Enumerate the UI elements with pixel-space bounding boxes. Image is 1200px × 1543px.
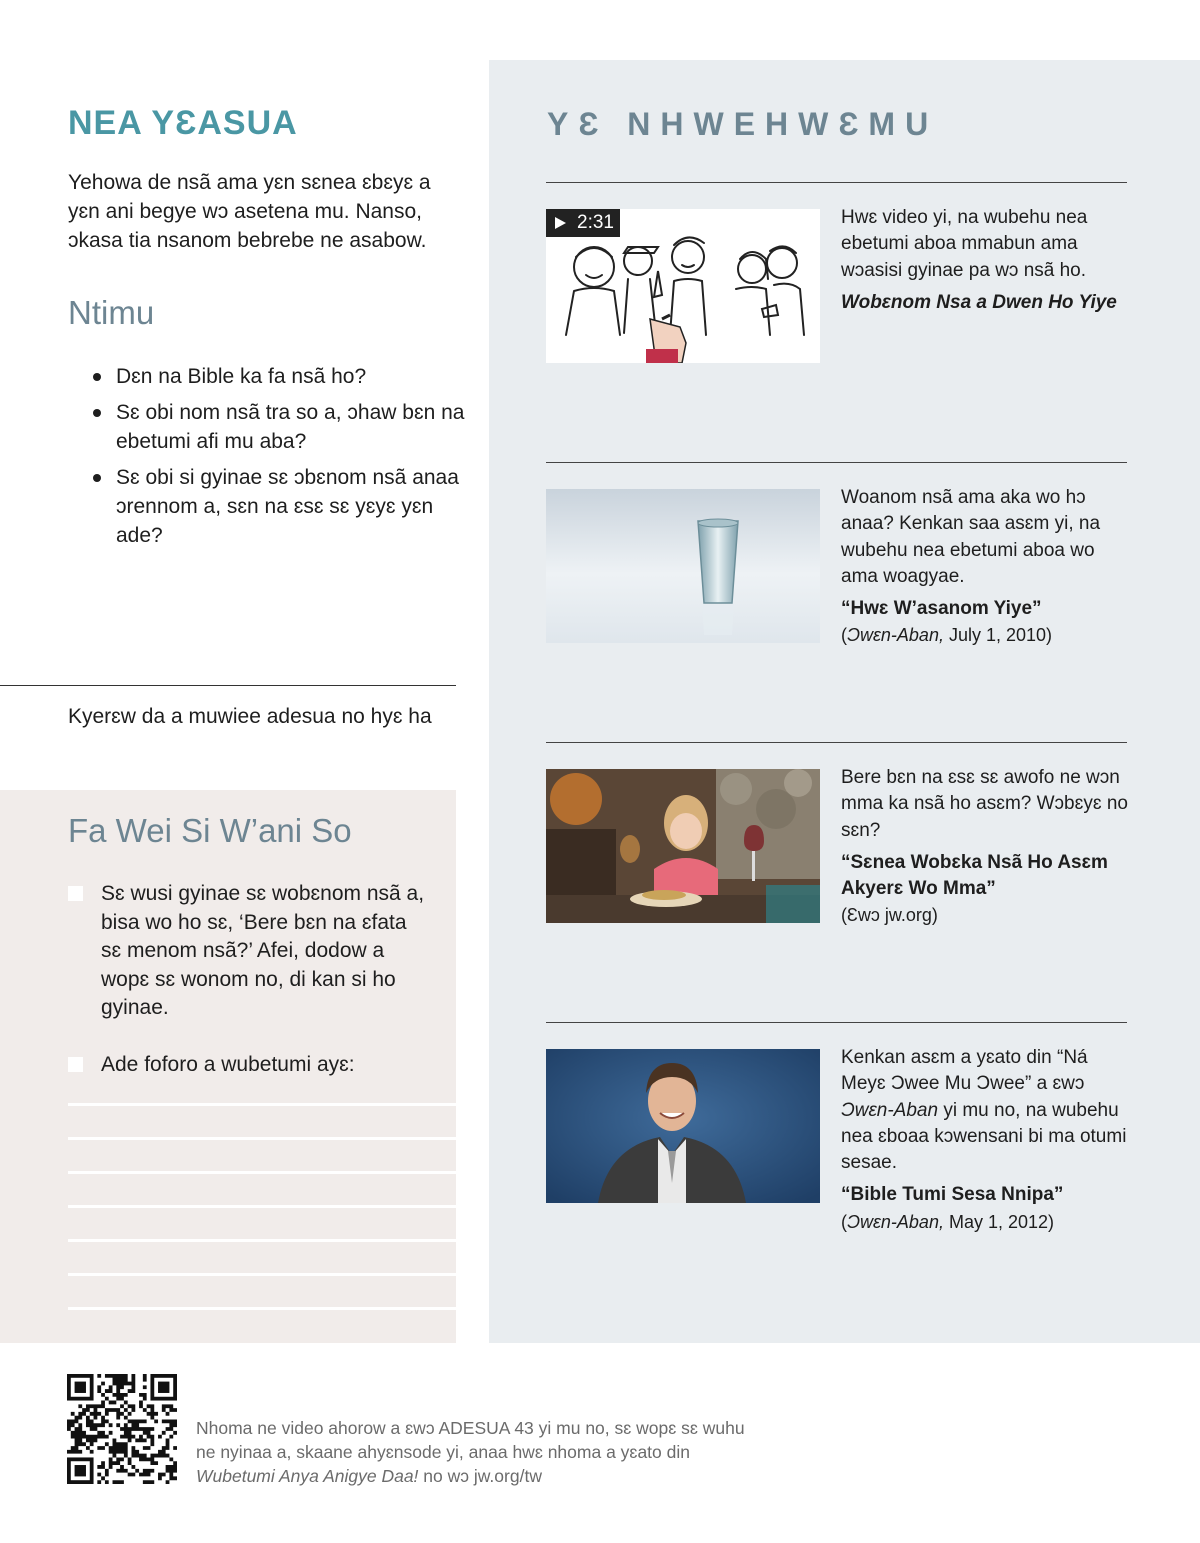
resource-description: Woanom nsã ama aka wo hɔ anaa? Kenkan saa asɛm yi, na wubehu nea ebetumi aboa wo ama woagyae.: [841, 487, 1101, 587]
resource-title-link[interactable]: “Sɛnea Wobɛka Nsã Ho Asɛm Akyerɛ Wo Mma”: [841, 851, 1108, 900]
resource-text: [841, 485, 1131, 649]
divider: [546, 182, 1127, 183]
resource-description: Kenkan asɛm a yɛato din “Ná Meyɛ Ɔwee Mu Ɔwee” a ɛwɔ Ɔwɛn-Aban yi mu no, na wubehu nea ɛboaa kɔwensani bi ma otumi sesae.: [841, 1047, 1127, 1174]
topics-list: [90, 362, 470, 557]
divider: [546, 462, 1127, 463]
resource-source: (Ɛwɔ jw.org): [841, 905, 938, 926]
writing-line[interactable]: [68, 1171, 456, 1174]
resource-source: (Ɔwɛn-Aban, July 1, 2010): [841, 625, 1053, 646]
list-item: [90, 463, 470, 550]
family-dinner-photo: [546, 769, 820, 923]
topic-text: Sɛ obi nom nsã tra so a, ɔhaw bɛn na ebetumi afi mu aba?: [116, 401, 465, 453]
resource-text: [841, 205, 1131, 316]
topic-text: Dɛn na Bible ka fa nsã ho?: [116, 365, 367, 388]
goal-text: Sɛ wusi gyinae sɛ wobɛnom nsã a, bisa wo ho sɛ, ‘Bere bɛn na ɛfata sɛ menom nsã?’ Afei, dodow a wopɛ sɛ wonom no, di kan si ho gyinae.: [101, 882, 425, 1019]
resource-text: [841, 765, 1131, 929]
other-goal-checkbox-row[interactable]: [68, 1051, 428, 1080]
writing-line[interactable]: [68, 1205, 456, 1208]
resource-description: Bere bɛn na ɛsɛ sɛ awofo ne wɔn mma ka nsã ho asɛm? Wɔbɛyɛ no sɛn?: [841, 767, 1128, 841]
apply-box: [0, 790, 456, 1343]
resource-text: [841, 1045, 1131, 1235]
writing-line[interactable]: [68, 1239, 456, 1242]
topic-text: Sɛ obi si gyinae sɛ ɔbɛnom nsã anaa ɔrennom a, sɛn na ɛsɛ sɛ yɛyɛ yɛn ade?: [116, 466, 459, 547]
qr-code[interactable]: [67, 1374, 177, 1484]
article-image-glass[interactable]: [546, 489, 820, 643]
goal-checkbox-row[interactable]: [68, 880, 428, 1023]
list-item: [90, 362, 470, 391]
writing-line[interactable]: [68, 1273, 456, 1276]
bullet-icon: [93, 474, 101, 482]
writing-line[interactable]: [68, 1137, 456, 1140]
resource-source: (Ɔwɛn-Aban, May 1, 2012): [841, 1211, 1055, 1232]
play-icon: [555, 217, 566, 229]
divider: [0, 685, 456, 686]
completion-date-prompt: Kyerɛw da a muwiee adesua no hyɛ ha: [68, 705, 432, 728]
resource-title-link[interactable]: “Bible Tumi Sesa Nnipa”: [841, 1184, 1064, 1206]
research-title: YƐ NHWEHWƐMU: [547, 106, 939, 142]
goal-text: Ade foforo a wubetumi ayɛ:: [101, 1053, 355, 1076]
checkbox[interactable]: [68, 886, 83, 901]
article-image-family[interactable]: [546, 769, 820, 923]
lesson-intro: Yehowa de nsã ama yɛn sɛnea ɛbɛyɛ a yɛn ani begye wɔ asetena mu. Nanso, ɔkasa tia nsanom bebrebe ne asabow.: [68, 171, 431, 252]
resource-title-link[interactable]: Wobɛnom Nsa a Dwen Ho Yiye: [841, 291, 1117, 313]
topics-heading: Ntimu: [68, 294, 155, 331]
qr-code-icon: [67, 1374, 177, 1484]
list-item: [90, 398, 470, 456]
resource-title-link[interactable]: “Hwɛ W’asanom Yiye”: [841, 598, 1042, 620]
divider: [546, 742, 1127, 743]
bullet-icon: [93, 409, 101, 417]
bullet-icon: [93, 373, 101, 381]
smiling-man-photo: [546, 1049, 820, 1203]
upside-down-glass-photo: [546, 489, 820, 643]
divider: [546, 1022, 1127, 1023]
footer-note: Nhoma ne video ahorow a ɛwɔ ADESUA 43 yi mu no, sɛ wopɛ sɛ wuhu ne nyinaa a, skaane ahyɛnsode yi, anaa hwɛ nhoma a yɛato din Wubetumi Anya Anigye Daa! no wɔ jw.org/tw: [196, 1418, 745, 1486]
writing-line[interactable]: [68, 1103, 456, 1106]
video-thumbnail[interactable]: [546, 209, 820, 363]
article-image-man[interactable]: [546, 1049, 820, 1203]
video-duration-badge: 2:31: [546, 209, 620, 237]
writing-line[interactable]: [68, 1307, 456, 1310]
checkbox[interactable]: [68, 1057, 83, 1072]
resource-description: Hwɛ video yi, na wubehu nea ebetumi aboa mmabun ama wɔasisi gyinae pa wɔ nsã ho.: [841, 207, 1088, 281]
apply-heading: Fa Wei Si W’ani So: [68, 812, 352, 849]
lesson-title: NEA YƐASUA: [68, 104, 298, 142]
